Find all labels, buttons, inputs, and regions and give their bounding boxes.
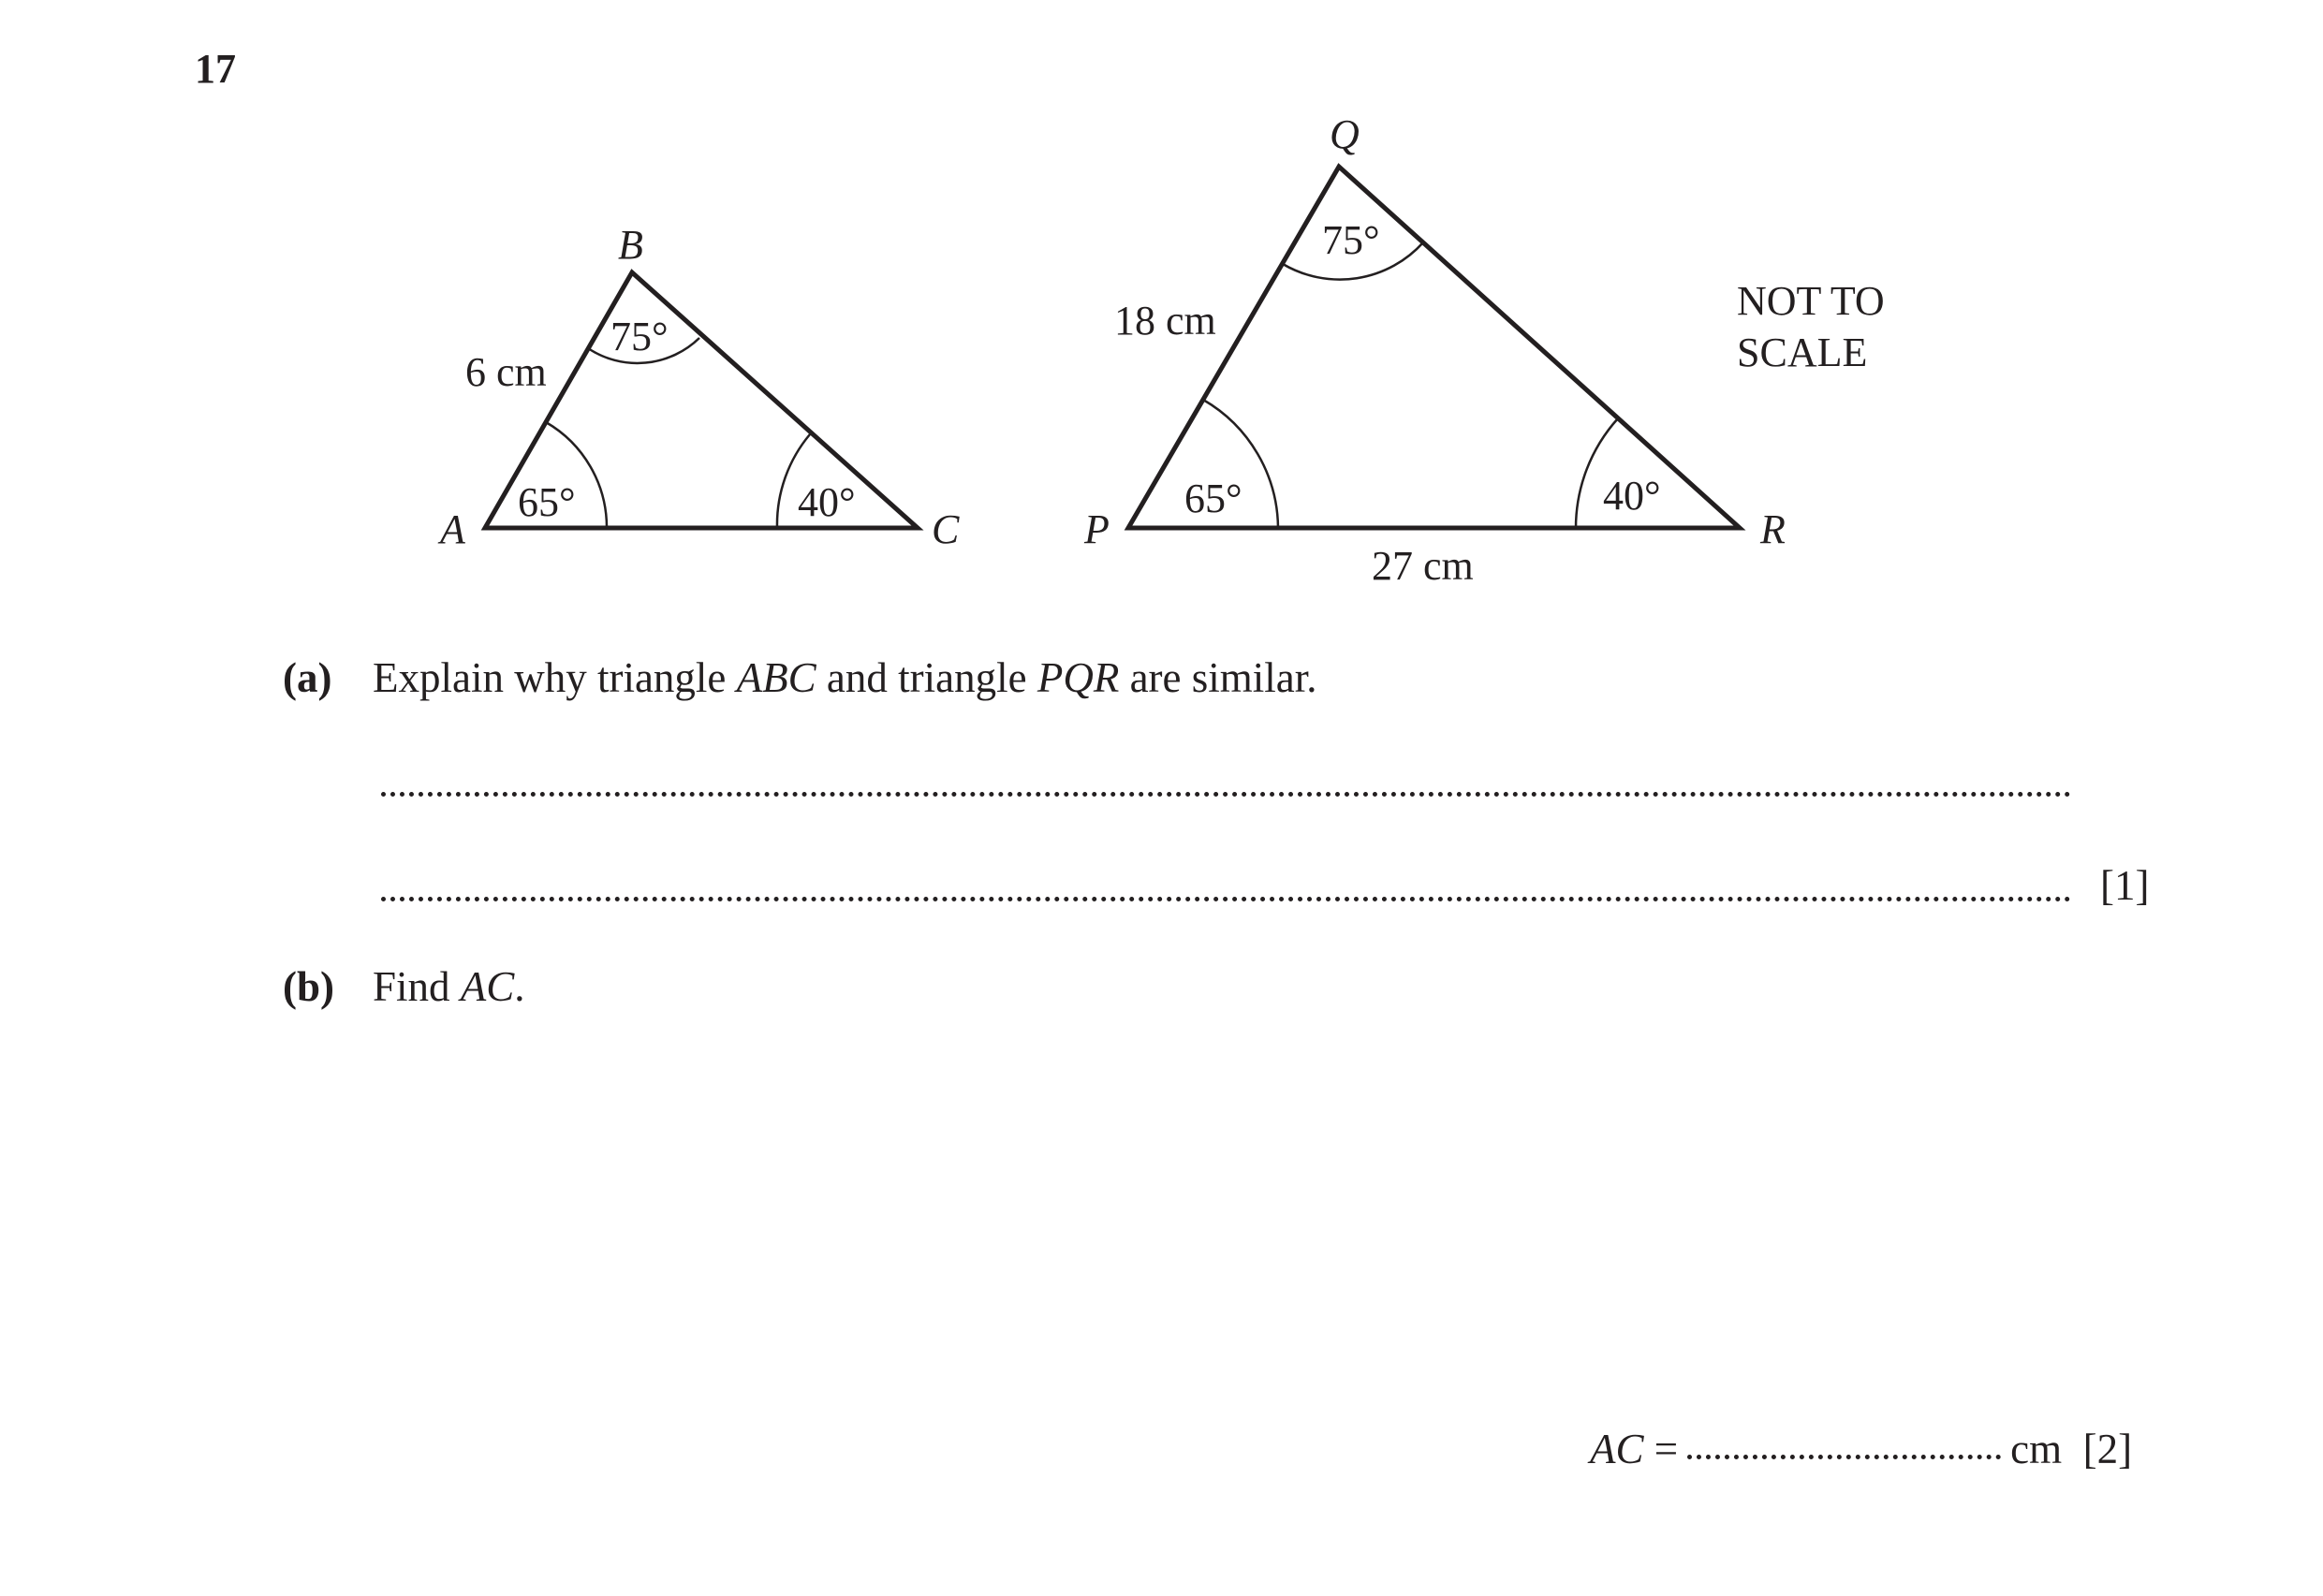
vertex-q-label: Q — [1330, 111, 1360, 157]
angle-a-label: 65° — [518, 479, 576, 525]
triangle-abc — [437, 222, 960, 552]
answer-line-a1[interactable] — [381, 792, 2071, 797]
vertex-p-label: P — [1084, 506, 1110, 552]
part-b-marks: [2] — [2082, 1426, 2133, 1472]
part-b-answer-row: AC = cm [2] — [1590, 1426, 2133, 1472]
answer-label: AC — [1590, 1426, 1644, 1472]
answer-unit: cm — [2010, 1426, 2063, 1472]
angle-c-label: 40° — [798, 479, 856, 525]
vertex-c-label: C — [932, 506, 960, 552]
vertex-b-label: B — [618, 222, 643, 268]
answer-line-b[interactable] — [1687, 1455, 2001, 1459]
part-a-marks: [1] — [2100, 862, 2150, 909]
angle-p-label: 65° — [1184, 476, 1242, 521]
not-to-scale-line1: NOT TO — [1737, 278, 1885, 324]
question-number: 17 — [195, 46, 236, 92]
part-a-question: (a) Explain why triangle ABC and triangle PQR are similar. — [283, 654, 1317, 701]
not-to-scale-line2: SCALE — [1737, 329, 1868, 375]
part-b-question: (b) Find AC. — [283, 963, 525, 1010]
triangle-pqr — [1083, 111, 1786, 589]
side-pr-label: 27 cm — [1372, 543, 1474, 589]
part-b-label: (b) — [283, 963, 334, 1010]
angle-q-label: 75° — [1322, 217, 1380, 263]
vertex-r-label: R — [1760, 506, 1786, 552]
vertex-a-label: A — [440, 506, 465, 552]
angle-b-label: 75° — [610, 314, 669, 359]
side-pq-label: 18 cm — [1114, 298, 1216, 344]
answer-line-a2[interactable] — [381, 897, 2071, 901]
angle-r-label: 40° — [1603, 473, 1661, 519]
part-a-label: (a) — [283, 654, 332, 701]
side-ab-label: 6 cm — [465, 349, 547, 395]
